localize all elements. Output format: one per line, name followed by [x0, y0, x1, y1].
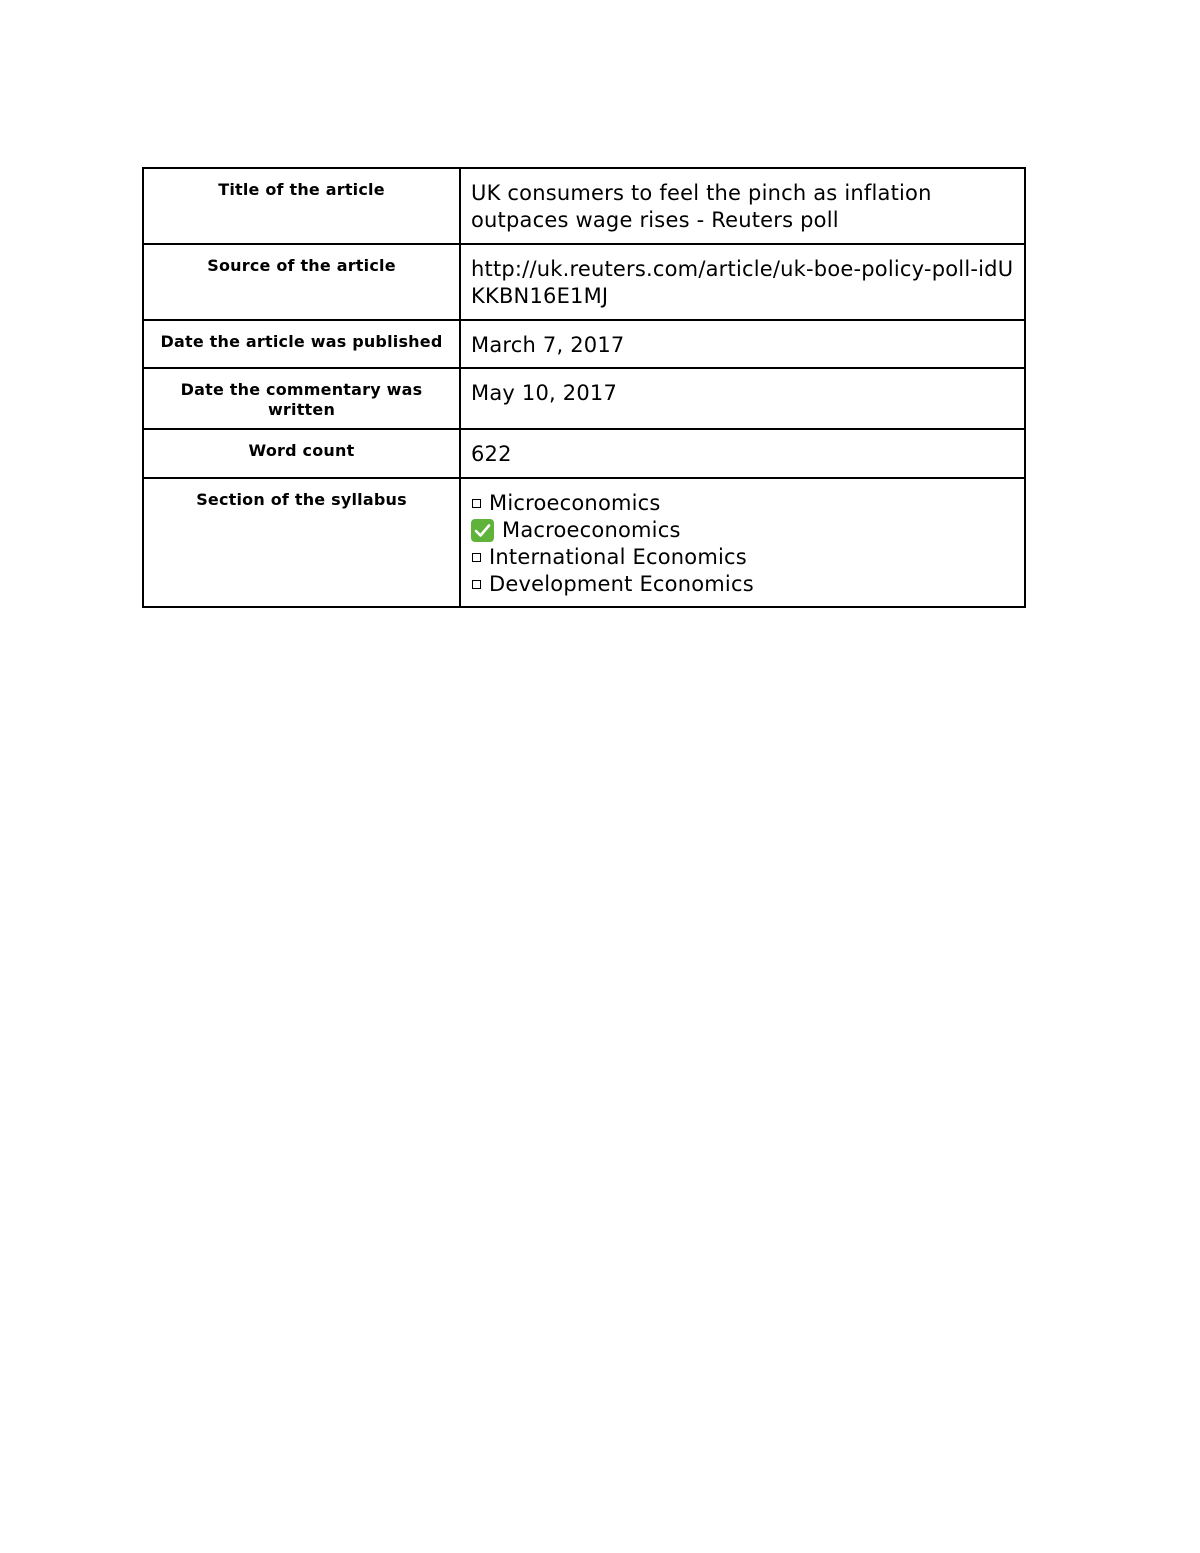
syllabus-option — [471, 517, 1014, 544]
checkmark-icon — [471, 519, 494, 542]
table-row — [143, 478, 1025, 607]
published-date-label: Date the article was published — [143, 320, 460, 368]
word-count-label: Word count — [143, 429, 460, 478]
syllabus-option-label: Microeconomics — [489, 491, 661, 515]
syllabus-option-label: International Economics — [489, 545, 747, 569]
source-label: Source of the article — [143, 244, 460, 320]
published-date-value: March 7, 2017 — [460, 320, 1025, 368]
title-label: Title of the article — [143, 168, 460, 244]
syllabus-options — [471, 490, 1014, 598]
syllabus-option — [471, 571, 1014, 598]
table-row — [143, 320, 1025, 368]
table-row — [143, 244, 1025, 320]
source-value: http://uk.reuters.com/article/uk-boe-policy-poll-idUKKBN16E1MJ — [460, 244, 1025, 320]
syllabus-option-label: Development Economics — [489, 572, 754, 596]
commentary-date-label: Date the commentary was written — [143, 368, 460, 429]
unchecked-box-icon — [472, 499, 481, 508]
unchecked-box-icon — [472, 553, 481, 562]
unchecked-box-icon — [472, 580, 481, 589]
syllabus-option — [471, 490, 1014, 517]
article-info-table — [142, 167, 1026, 608]
syllabus-option — [471, 544, 1014, 571]
table-row — [143, 368, 1025, 429]
syllabus-value — [460, 478, 1025, 607]
title-value: UK consumers to feel the pinch as inflation outpaces wage rises - Reuters poll — [460, 168, 1025, 244]
word-count-value: 622 — [460, 429, 1025, 478]
syllabus-label: Section of the syllabus — [143, 478, 460, 607]
table-row — [143, 429, 1025, 478]
table-row — [143, 168, 1025, 244]
commentary-date-value: May 10, 2017 — [460, 368, 1025, 429]
syllabus-option-label: Macroeconomics — [502, 518, 681, 542]
